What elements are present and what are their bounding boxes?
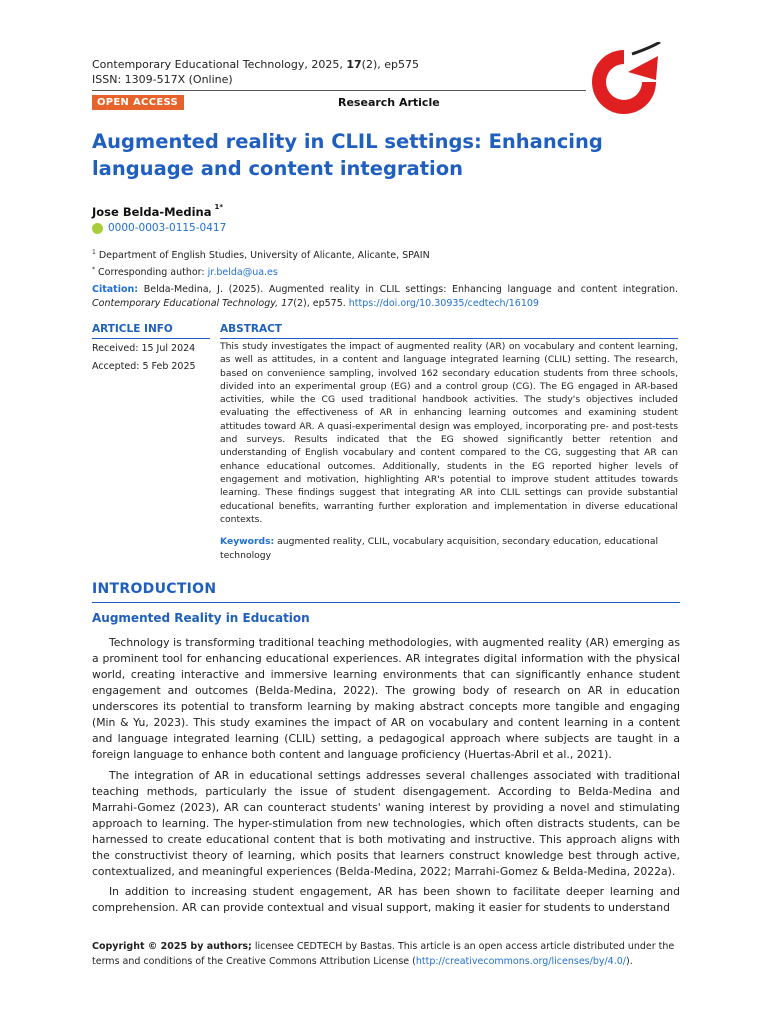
- doi-link[interactable]: https://doi.org/10.30935/cedtech/16109: [348, 298, 539, 309]
- journal-volume: 17: [346, 58, 362, 71]
- journal-logo: [584, 42, 664, 122]
- copyright-label: Copyright © 2025 by authors;: [92, 941, 252, 952]
- keywords: [220, 535, 678, 563]
- citation-rest: (2), ep575.: [293, 298, 349, 309]
- author-name-text: Jose Belda-Medina: [92, 205, 212, 219]
- body-paragraph-1: Technology is transforming traditional teaching methodologies, with augmented reality (AR) emerging as a prominent tool for enhancing educational experiences. AR integrates digital information with the physical world, creating interactive and immersive learning environments that can significantly enhance student engagement and outcomes (Belda-Medina, 2022). The growing body of research on AR in education underscores its potential to transform learning by making abstract concepts more tangible and engaging (Min & Yu, 2023). This study examines the impact of AR on vocabulary and content learning in a content and language integrated learning (CLIL) setting, a pedagogical approach where subjects are taught in a foreign language to enhance both content and language proficiency (Huertas-Abril et al., 2021).: [92, 636, 680, 761]
- subsection-heading: Augmented Reality in Education: [92, 611, 310, 625]
- abstract-heading: ABSTRACT: [220, 323, 282, 335]
- keywords-list: augmented reality, CLIL, vocabulary acquisition, secondary education, educational technology: [220, 536, 659, 561]
- article-info-divider: [92, 338, 210, 339]
- header-divider: [92, 90, 586, 91]
- abstract-text: This study investigates the impact of augmented reality (AR) on vocabulary and content learning, as well as attitudes, in a content and language integrated learning (CLIL) setting. The research, based on convenience sampling, involved 162 secondary education students from three schools, divided into an experimental group (EG) and a control group (CG). The EG engaged in AR-based activities, while the CG used traditional handbook activities. The study's objectives included evaluating the effectiveness of AR in enhancing learning outcomes and examining student attitudes toward AR. A quasi-experimental design was employed, incorporating pre- and post-tests and surveys. Results indicated that the EG showed significantly better retention and understanding of English vocabulary and content compared to the CG, suggesting that AR can enhance educational outcomes. Additionally, students in the EG reported higher levels of engagement and motivation, highlighting AR's potential to improve student attitudes towards learning. These findings suggest that integrating AR into CLIL settings can provide substantial educational benefits, warranting further exploration and implementation in diverse educational contexts.: [220, 341, 678, 525]
- author-email-link[interactable]: jr.belda@ua.es: [207, 267, 278, 279]
- issn: ISSN: 1309-517X (Online): [92, 73, 233, 86]
- body-paragraph-2: The integration of AR in educational settings addresses several challenges associated with traditional teaching methods, particularly the issue of student disengagement. According to Belda-Medina and Marrahi-Gomez (2023), AR can counteract students' waning interest by providing a novel and stimulating approach to learning. The hyper-stimulation from new technologies, which often distracts students, can be harnessed to create educational content that is both motivating and instructive. This approach aligns with the constructivist theory of learning, which posits that learners construct knowledge best through active, contextualized, and meaningful experiences (Belda-Medina, 2022; Marrahi-Gomez & Belda-Medina, 2022a).: [92, 769, 680, 878]
- accepted-date: Accepted: 5 Feb 2025: [92, 361, 196, 372]
- journal-name: Contemporary Educational Technology, 2025,: [92, 58, 347, 71]
- license-text: licensee CEDTECH by Bastas. This article is an open access article distributed under the terms and conditions of the Creative Commons Attribution License (: [92, 941, 675, 967]
- received-date: Received: 15 Jul 2024: [92, 343, 196, 354]
- corresponding-label: Corresponding author:: [98, 267, 208, 279]
- journal-issue: (2), ep575: [361, 58, 419, 71]
- keywords-label: Keywords:: [220, 536, 275, 547]
- citation-block: [92, 283, 678, 311]
- orcid-id[interactable]: 0000-0003-0115-0417: [108, 222, 227, 234]
- license-end: ).: [625, 956, 633, 967]
- article-info-heading: ARTICLE INFO: [92, 323, 173, 335]
- section-heading-introduction: INTRODUCTION: [92, 581, 217, 597]
- body-paragraph-3: In addition to increasing student engagement, AR has been shown to facilitate deeper learning and comprehension. AR can provide contextual and visual support, making it easier for students to understand: [92, 885, 680, 914]
- affiliation-text: Department of English Studies, University of Alicante, Alicante, SPAIN: [98, 250, 430, 262]
- logo-dark-arc: [632, 42, 660, 54]
- journal-reference: [92, 58, 419, 72]
- author-name: [92, 205, 223, 219]
- affiliation-marker: 1: [92, 249, 96, 256]
- citation-label: Citation:: [92, 284, 139, 295]
- citation-text: Belda-Medina, J. (2025). Augmented reality in CLIL settings: Enhancing language and content integration.: [138, 284, 678, 295]
- corresponding-author: [92, 263, 430, 280]
- orcid-link[interactable]: [92, 222, 226, 234]
- orcid-icon: [92, 223, 103, 234]
- article-type: Research Article: [338, 96, 440, 109]
- license-link[interactable]: http://creativecommons.org/licenses/by/4.0/: [415, 956, 626, 967]
- logo-red-wedge: [628, 56, 658, 80]
- article-title: Augmented reality in CLIL settings: Enhancing language and content integration: [92, 130, 603, 180]
- section-divider: [92, 602, 680, 603]
- affiliation-line: [92, 246, 430, 263]
- abstract-divider: [220, 338, 678, 339]
- affiliations: [92, 246, 430, 280]
- corresponding-marker: *: [92, 266, 95, 274]
- article-dates: [92, 340, 196, 376]
- citation-journal: Contemporary Educational Technology, 17: [92, 298, 294, 309]
- author-marker: 1*: [214, 203, 223, 211]
- logo-red-ring: [592, 50, 656, 114]
- copyright-footer: [92, 939, 680, 969]
- open-access-badge: OPEN ACCESS: [92, 95, 184, 110]
